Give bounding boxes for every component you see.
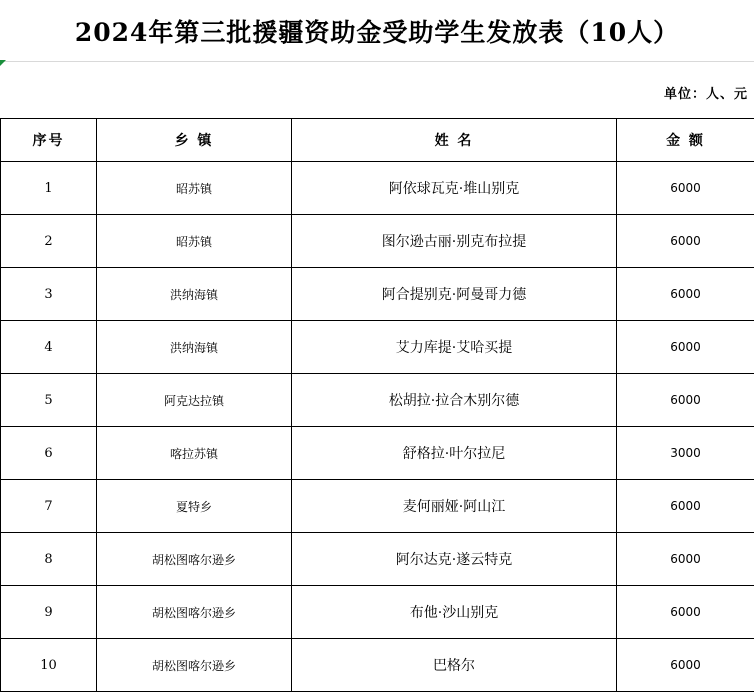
header-town[interactable]: 乡 镇 [97,119,292,162]
cell-name[interactable]: 巴格尔 [292,639,617,692]
table-header-row [1,119,754,162]
cell-amount[interactable]: 6000 [617,586,754,639]
cell-seq[interactable]: 1 [1,162,97,215]
cell-amount[interactable]: 3000 [617,427,754,480]
cell-name[interactable]: 松胡拉·拉合木别尔德 [292,374,617,427]
cell-name[interactable]: 布他·沙山别克 [292,586,617,639]
cell-town[interactable]: 昭苏镇 [97,215,292,268]
cell-seq[interactable]: 5 [1,374,97,427]
cell-name[interactable]: 艾力库提·艾哈买提 [292,321,617,374]
table-row [1,533,754,586]
cell-seq[interactable]: 3 [1,268,97,321]
page-title: 2024年第三批援疆资助金受助学生发放表（10人） [74,17,680,47]
cell-town[interactable]: 洪纳海镇 [97,321,292,374]
table-row [1,162,754,215]
cell-seq[interactable]: 6 [1,427,97,480]
title-cell[interactable] [0,0,754,62]
table-row [1,268,754,321]
cell-amount[interactable]: 6000 [617,321,754,374]
cell-amount[interactable]: 6000 [617,480,754,533]
cell-amount[interactable]: 6000 [617,374,754,427]
cell-town[interactable]: 阿克达拉镇 [97,374,292,427]
cell-seq[interactable]: 8 [1,533,97,586]
cell-town[interactable]: 昭苏镇 [97,162,292,215]
cell-seq[interactable]: 10 [1,639,97,692]
cell-amount[interactable]: 6000 [617,268,754,321]
cell-name[interactable]: 阿合提别克·阿曼哥力德 [292,268,617,321]
unit-row[interactable] [0,62,754,118]
cell-town[interactable]: 胡松图喀尔逊乡 [97,639,292,692]
cell-amount[interactable]: 6000 [617,639,754,692]
cell-name[interactable]: 舒格拉·叶尔拉尼 [292,427,617,480]
header-name[interactable]: 姓 名 [292,119,617,162]
cell-name[interactable]: 阿尔达克·遂云特克 [292,533,617,586]
unit-label: 单位：人、元 [663,87,748,102]
table-row [1,215,754,268]
cell-town[interactable]: 胡松图喀尔逊乡 [97,533,292,586]
cell-town[interactable]: 胡松图喀尔逊乡 [97,586,292,639]
table-row [1,639,754,692]
cell-town[interactable]: 洪纳海镇 [97,268,292,321]
cell-seq[interactable]: 2 [1,215,97,268]
table-row [1,427,754,480]
cell-seq[interactable]: 9 [1,586,97,639]
table-row [1,374,754,427]
cell-name[interactable]: 阿依球瓦克·堆山别克 [292,162,617,215]
cell-town[interactable]: 夏特乡 [97,480,292,533]
cell-seq[interactable]: 7 [1,480,97,533]
cell-amount[interactable]: 6000 [617,162,754,215]
table-row [1,480,754,533]
table-row [1,586,754,639]
cell-town[interactable]: 喀拉苏镇 [97,427,292,480]
cell-name[interactable]: 麦何丽娅·阿山江 [292,480,617,533]
header-seq[interactable]: 序号 [1,119,97,162]
recipients-table [0,118,754,692]
cell-amount[interactable]: 6000 [617,215,754,268]
cell-name[interactable]: 图尔逊古丽·别克布拉提 [292,215,617,268]
cell-amount[interactable]: 6000 [617,533,754,586]
table-row [1,321,754,374]
cell-seq[interactable]: 4 [1,321,97,374]
header-amount[interactable]: 金 额 [617,119,754,162]
